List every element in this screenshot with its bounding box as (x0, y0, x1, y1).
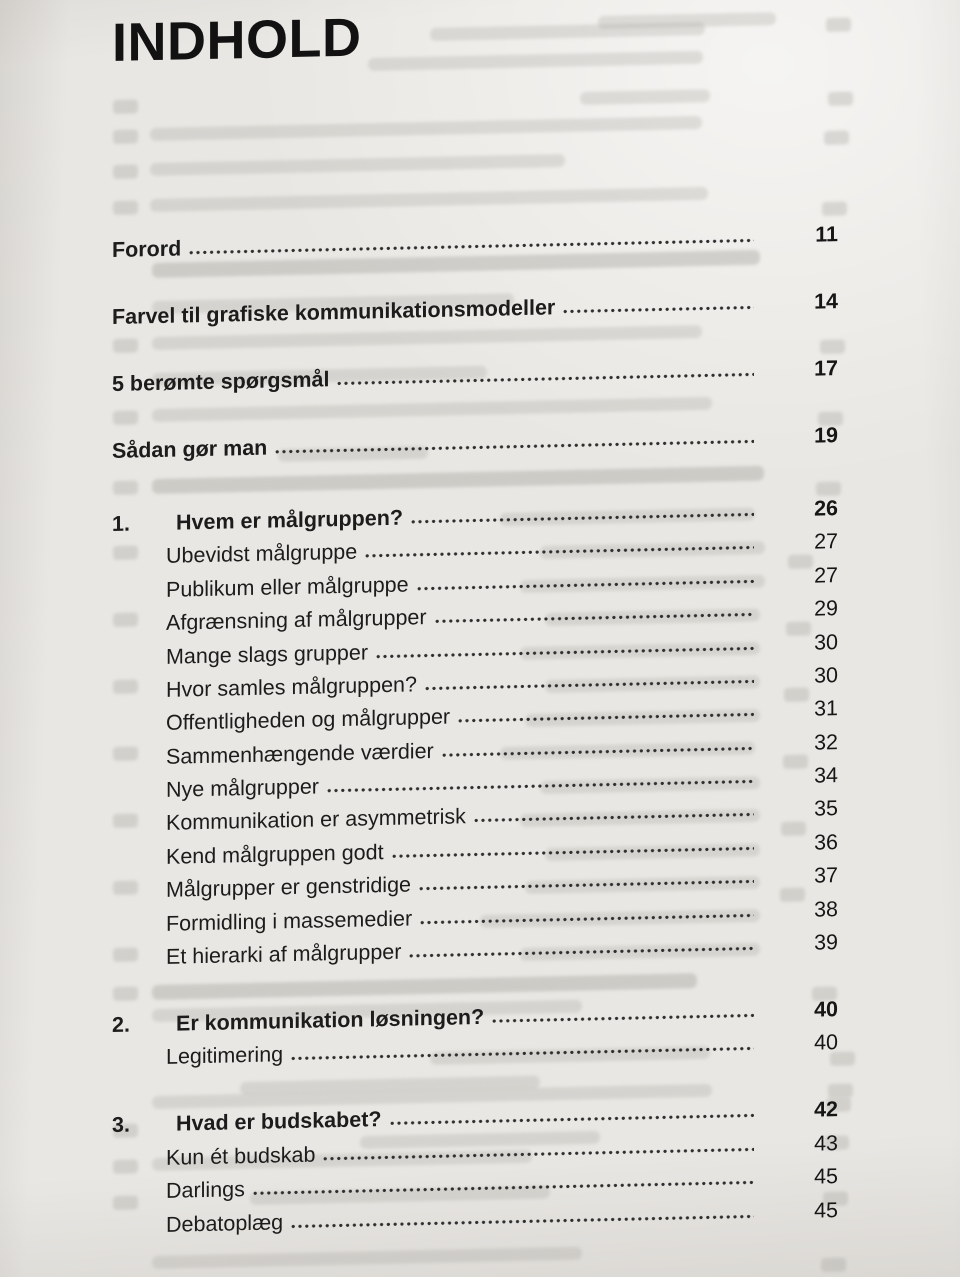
page-number: 30 (814, 663, 838, 688)
toc-entry-label: Debatoplæg (166, 1209, 284, 1237)
toc-entry-label: Målgrupper er genstridige (166, 872, 411, 903)
page-number: 32 (814, 729, 838, 755)
page-number: 36 (814, 830, 838, 855)
page-number: 37 (814, 863, 838, 888)
page-number: 40 (814, 997, 838, 1022)
toc-entry-label: Offentligheden og målgrupper (166, 704, 451, 736)
page-number: 29 (814, 596, 838, 621)
dotted-leader (392, 846, 754, 859)
page-number: 17 (814, 356, 838, 381)
page-number: 38 (814, 896, 838, 922)
dotted-leader (563, 305, 754, 314)
indent-spacer (112, 897, 166, 898)
toc-entry-label: Farvel til grafiske kommunikationsmodeller (112, 295, 556, 329)
page-number: 45 (814, 1197, 838, 1223)
page-number: 14 (814, 289, 838, 314)
indent-spacer (112, 964, 166, 965)
page-number: 40 (814, 1030, 838, 1056)
toc-entry-label: Legitimering (166, 1042, 284, 1070)
indent-spacer (112, 697, 166, 698)
toc-entry-label: Kommunikation er asymmetrisk (166, 804, 466, 836)
toc-entry-label: Hvor samles målgruppen? (166, 672, 417, 702)
page-number: 19 (814, 423, 838, 448)
dotted-leader (411, 512, 754, 524)
toc-entry-label: Hvem er målgruppen? (176, 505, 403, 535)
bleed-through-text (152, 1247, 582, 1269)
indent-spacer (112, 1198, 166, 1199)
bleed-through-number (821, 1257, 846, 1272)
dotted-leader (492, 1013, 754, 1024)
dotted-leader (442, 746, 754, 758)
dotted-leader (419, 879, 754, 891)
toc-entry-label: Sammenhængende værdier (166, 738, 434, 769)
indent-spacer (112, 663, 166, 664)
dotted-leader (291, 1046, 754, 1061)
toc-entry-label: Publikum eller målgruppe (166, 572, 409, 602)
indent-spacer (112, 597, 166, 598)
toc-entry-label: Ubevidst målgruppe (166, 539, 358, 569)
page-number: 39 (814, 930, 838, 955)
dotted-leader (189, 238, 754, 255)
indent-spacer (112, 630, 166, 631)
section-number: 1. (112, 511, 130, 536)
toc-row (112, 348, 838, 397)
toc-content (112, 0, 838, 1239)
indent-spacer (112, 1165, 166, 1166)
toc-entry-label: Kun ét budskab (166, 1142, 316, 1170)
dotted-leader (365, 545, 754, 558)
toc-row (112, 214, 838, 263)
indent-spacer (112, 864, 166, 865)
indent-spacer (112, 1231, 166, 1232)
toc-entry-label: 5 berømte spørgsmål (112, 367, 330, 396)
indent-spacer (112, 730, 166, 731)
page-number: 27 (814, 529, 838, 555)
dotted-leader (409, 946, 754, 959)
dotted-leader (420, 913, 754, 925)
toc-row (112, 281, 838, 330)
page-number: 43 (814, 1130, 838, 1156)
toc-entry-label: Mange slags grupper (166, 639, 368, 669)
toc-entry-label: Darlings (166, 1177, 245, 1203)
toc-entry-label: Sådan gør man (112, 435, 268, 463)
section-number: 3. (112, 1112, 130, 1138)
dotted-leader (390, 1113, 755, 1126)
indent-spacer (112, 797, 166, 798)
page-number: 35 (814, 796, 838, 822)
page-number: 42 (814, 1097, 838, 1123)
indent-spacer (112, 1064, 166, 1065)
toc-entry-label: Kend målgruppen godt (166, 839, 384, 869)
page-number: 26 (814, 496, 838, 521)
page-number: 30 (814, 629, 838, 655)
indent-spacer (112, 830, 166, 831)
toc-entry-label: Et hierarki af målgrupper (166, 939, 402, 969)
toc-entry-label: Afgrænsning af målgrupper (166, 605, 427, 635)
page-title: INDHOLD (112, 7, 362, 74)
toc-row (112, 415, 838, 464)
dotted-leader (291, 1214, 754, 1229)
toc-entry-label: Forord (112, 236, 182, 262)
toc-entry-label: Nye målgrupper (166, 774, 319, 802)
page-number: 45 (814, 1164, 838, 1189)
indent-spacer (112, 563, 166, 564)
section-number: 2. (112, 1012, 130, 1037)
page-number: 11 (815, 222, 838, 247)
dotted-leader (425, 679, 754, 691)
dotted-leader (376, 645, 754, 658)
toc-entry-label: Formidling i massemedier (166, 906, 413, 936)
toc-entry-label: Hvad er budskabet? (176, 1107, 382, 1136)
dotted-leader (458, 712, 754, 723)
page-number: 34 (814, 763, 838, 788)
dotted-leader (275, 439, 754, 454)
page-number: 31 (814, 696, 838, 721)
table-of-contents (112, 214, 838, 1239)
indent-spacer (112, 763, 166, 764)
dotted-leader (435, 612, 754, 624)
toc-entry-label: Er kommunikation løsningen? (176, 1004, 485, 1036)
dotted-leader (474, 812, 754, 823)
page-number: 27 (814, 562, 838, 588)
dotted-leader (417, 579, 754, 591)
indent-spacer (112, 930, 166, 931)
dotted-leader (337, 372, 754, 386)
